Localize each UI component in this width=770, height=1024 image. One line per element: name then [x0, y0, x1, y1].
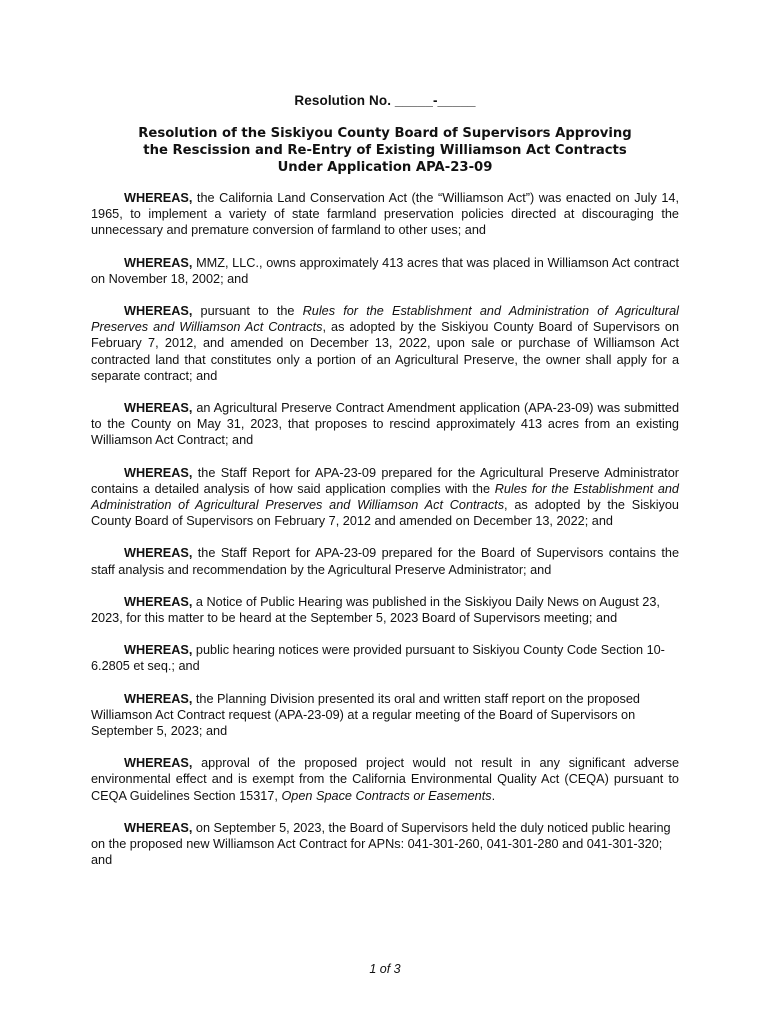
paragraph-text: approval of the proposed project would not result in any significant adverse environmental effect and is exempt from the California Environmental Quality Act (CEQA) pursuant to CEQA Guidelines Section 15317, [91, 756, 679, 803]
whereas-paragraph [91, 545, 679, 577]
whereas-paragraph [91, 190, 679, 239]
page-number: 1 of 3 [369, 962, 401, 976]
resolution-number: Resolution No. _____-_____ [294, 93, 476, 108]
whereas-keyword: WHEREAS, [124, 756, 193, 771]
whereas-paragraph [91, 255, 679, 287]
paragraph-text: . [491, 788, 496, 803]
whereas-paragraph [91, 303, 679, 384]
whereas-paragraph [91, 594, 679, 626]
whereas-paragraph [91, 820, 679, 869]
whereas-keyword: WHEREAS, [124, 191, 193, 205]
paragraph-text: the California Land Conservation Act (the “Williamson Act”) was enacted on July 14, 1965, to implement a variety of state farmland preservation policies directed at discouraging the unnecessary and premature conversion of farmland to other uses; and [91, 191, 679, 238]
paragraph-text: the Staff Report for APA-23-09 prepared for the Board of Supervisors contains the staff analysis and recommendation by the Agricultural Preserve Administrator; and [91, 546, 679, 577]
paragraph-text: public hearing notices were provided pursuant to Siskiyou County Code Section 10-6.2805 et seq.; and [91, 643, 665, 674]
whereas-keyword: WHEREAS, [124, 643, 193, 658]
resolution-title [90, 125, 680, 176]
paragraph-text: the Staff Report for APA-23-09 prepared for the Agricultural Preserve Administrator contains a detailed analysis of how said application complies with the [91, 465, 679, 496]
whereas-keyword: WHEREAS, [124, 546, 193, 561]
whereas-keyword: WHEREAS, [124, 820, 193, 835]
paragraph-text: , as adopted by the Siskiyou County Board of Supervisors on February 7, 2012 and amended on December 13, 2022; and [91, 498, 679, 529]
ceqa-exemption-title: Open Space Contracts or Easements [281, 788, 492, 803]
whereas-keyword: WHEREAS, [124, 401, 193, 416]
whereas-paragraph [91, 755, 679, 804]
whereas-keyword: WHEREAS, [124, 594, 193, 609]
document-body [91, 190, 679, 885]
title-line: Under Application APA-23-09 [277, 160, 493, 175]
paragraph-text: the Planning Division presented its oral and written staff report on the proposed Williamson Act Contract request (APA-23-09) at a regular meeting of the Board of Supervisors on September 5, 2023; and [91, 691, 640, 739]
whereas-keyword: WHEREAS, [124, 691, 193, 706]
paragraph-text: MMZ, LLC., owns approximately 413 acres that was placed in Williamson Act contract on November 18, 2002; and [91, 255, 679, 286]
paragraph-text: on September 5, 2023, the Board of Supervisors held the duly noticed public hearing on the proposed new Williamson Act Contract for APNs: 041-301-260, 041-301-280 and 041-301-320; and [91, 820, 671, 868]
paragraph-text: pursuant to the [192, 304, 303, 319]
whereas-paragraph [91, 400, 679, 449]
whereas-paragraph [91, 691, 679, 740]
paragraph-text: an Agricultural Preserve Contract Amendment application (APA-23-09) was submitted to the County on May 31, 2023, that proposes to rescind approximately 413 acres from an existing Williamson Act Contract; and [91, 401, 679, 448]
paragraph-text: a Notice of Public Hearing was published in the Siskiyou Daily News on August 23, 2023, for this matter to be heard at the September 5, 2023 Board of Supervisors meeting; and [91, 594, 660, 626]
whereas-keyword: WHEREAS, [124, 465, 193, 480]
whereas-paragraph [91, 642, 679, 674]
whereas-paragraph [91, 465, 679, 530]
rules-document-title: Rules for the Establishment and Administration of Agricultural Preserves and Williamson Act Contracts [91, 481, 679, 513]
rules-document-title: Rules for the Establishment and Administration of Agricultural Preserves and Williamson Act Contracts [91, 304, 679, 335]
title-line: the Rescission and Re-Entry of Existing Williamson Act Contracts [143, 143, 627, 158]
whereas-keyword: WHEREAS, [124, 255, 193, 270]
title-line: Resolution of the Siskiyou County Board of Supervisors Approving [138, 126, 632, 141]
paragraph-text: , as adopted by the Siskiyou County Board of Supervisors on February 7, 2012, and amended on December 13, 2022, upon sale or purchase of Williamson Act contracted land that constitutes only a portion of an Agricultural Preserve, the owner shall apply for a separate contract; and [91, 320, 679, 383]
whereas-keyword: WHEREAS, [124, 304, 193, 319]
